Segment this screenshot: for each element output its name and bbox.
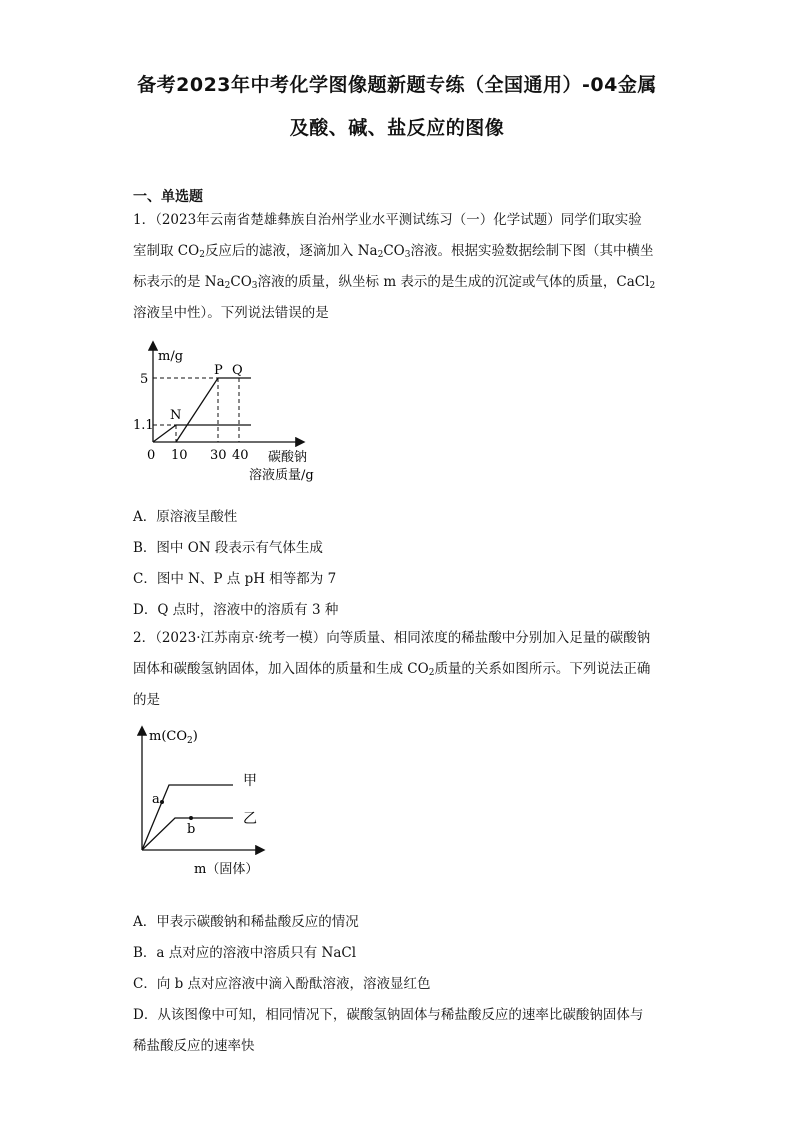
q1-stem-line-3: 标表示的是 $Na_2CO_3$溶液的质量，纵坐标 m 表示的是生成的沉淀或气体的质量，CaCl$_2$ [133,274,656,291]
q1-option-a[interactable]: A．原溶液呈酸性 [133,509,238,525]
q1-stem-line-4: 溶液呈中性）。下列说法错误的是 [133,305,329,321]
q2-option-b[interactable]: B．a 点对应的溶液中溶质只有 NaCl [133,945,357,961]
q1-y-label: m/g [158,349,184,364]
q2-label-jia: 甲 [243,773,257,789]
q1-option-c[interactable]: C．图中 N、P 点 pH 相等都为 7 [133,571,337,587]
q1-option-d[interactable]: D．Q 点时，溶液中的溶质有 3 种 [133,602,339,618]
q2-stem-line-2: 固体和碳酸氢钠固体，加入固体的质量和生成 $CO_2$质量的关系如图所示。下列说法正确 [133,661,651,678]
q2-label-b: b [187,822,196,837]
q2-point-a [160,800,164,804]
q2-x-label: m（固体） [194,862,259,877]
q1-y-tick-1.1: 1.1 [133,418,154,433]
q2-option-a[interactable]: A．甲表示碳酸钠和稀盐酸反应的情况 [133,914,359,930]
q1-x-tick-40: 40 [232,448,249,463]
page-title-line-2: 及酸、碱、盐反应的图像 [289,117,505,139]
q1-x-tick-30: 30 [210,448,227,463]
q2-option-d-line-1[interactable]: D．从该图像中可知，相同情况下，碳酸氢钠固体与稀盐酸反应的速率比碳酸钠固体与 [133,1007,644,1023]
q1-precipitate-line [176,378,251,442]
q1-point-q: Q [232,363,243,378]
q2-option-c[interactable]: C．向 b 点对应溶液中滴入酚酞溶液，溶液显红色 [133,976,431,992]
q1-point-p: P [214,363,223,378]
section-heading: 一、单选题 [133,189,203,205]
q2-option-d-line-2: 稀盐酸反应的速率快 [133,1038,255,1054]
q1-stem-line-1: 1．（2023年云南省楚雄彝族自治州学业水平测试练习（一）化学试题）同学们取实验 [133,212,642,228]
q1-origin: 0 [147,448,156,463]
q2-graph [125,720,285,882]
q2-label-a: a [152,792,160,807]
q1-stem-line-2: 室制取 $CO_2$反应后的滤液，逐滴加入 $Na_2CO_3$溶液。根据实验数据绘制下图（其中横坐 [133,243,654,260]
q1-x-label-1: 碳酸钠 [268,450,308,465]
q2-point-b [189,816,193,820]
q2-y-label: $m(CO_2)$ [149,729,198,746]
q1-x-label-2: 溶液质量/g [249,468,314,483]
q1-y-tick-5: 5 [140,372,149,387]
q1-option-b[interactable]: B．图中 ON 段表示有气体生成 [133,540,323,556]
q1-gas-line [153,425,251,442]
q2-stem-line-3: 的是 [133,692,160,708]
q1-x-tick-10: 10 [171,448,188,463]
q2-label-yi: 乙 [243,811,257,827]
q1-graph [125,335,345,485]
page-title-line-1: 备考2023年中考化学图像题新题专练（全国通用）-04金属 [137,74,657,96]
q1-point-n: N [170,408,182,423]
q2-stem-line-1: 2．（2023·江苏南京·统考一模）向等质量、相同浓度的稀盐酸中分别加入足量的碳酸钠 [133,630,651,646]
